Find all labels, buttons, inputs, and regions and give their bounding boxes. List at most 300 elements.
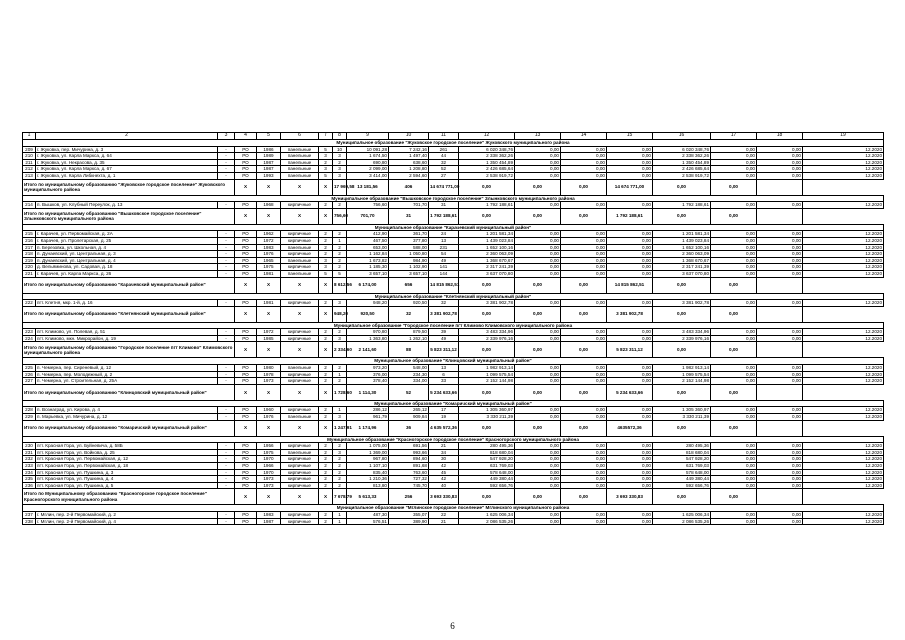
table-cell: 0,00	[607, 469, 653, 476]
table-cell: 1976	[257, 414, 281, 421]
table-cell: 0,00	[561, 172, 607, 179]
table-cell: 12.2020	[803, 365, 884, 372]
total-cell: 0,00	[711, 208, 757, 224]
table-cell: 2 426 685,64	[653, 166, 711, 173]
table-cell: 0,00	[515, 511, 561, 518]
table-cell: 3	[333, 166, 347, 173]
table-cell: 40	[429, 482, 459, 489]
table-cell: -	[218, 153, 235, 160]
table-cell: 894,60	[389, 456, 429, 463]
total-cell: 0,00	[711, 489, 757, 505]
table-cell: 0,00	[561, 159, 607, 166]
table-cell: панельные	[281, 270, 319, 277]
table-cell: 265,12	[389, 407, 429, 414]
table-row	[23, 476, 884, 483]
table-cell: 2	[319, 518, 333, 525]
table-cell: панельные	[281, 449, 319, 456]
table-cell: 0,00	[757, 463, 803, 470]
table-cell: РО	[235, 251, 257, 258]
table-cell: 2 086 535,26	[459, 518, 515, 525]
total-cell: 7 678,79	[333, 489, 347, 505]
table-cell: 2	[319, 449, 333, 456]
table-cell: 2 426 685,64	[459, 166, 515, 173]
total-cell: 0,00	[459, 342, 515, 358]
table-cell: -	[218, 482, 235, 489]
table-cell: 2	[333, 456, 347, 463]
table-cell: пгт. Красная Гора, ул. Пушкина, д. 4	[36, 476, 218, 483]
table-cell: 213	[23, 172, 36, 179]
table-cell: 0,00	[607, 172, 653, 179]
table-cell: РО	[235, 414, 257, 421]
table-cell: 1989	[257, 153, 281, 160]
table-cell: -	[218, 244, 235, 251]
table-cell: 0,00	[561, 456, 607, 463]
table-cell: РО	[235, 456, 257, 463]
table-cell: 220	[23, 264, 36, 271]
table-cell: 961,79	[347, 414, 389, 421]
total-row	[23, 384, 884, 400]
table-cell: 334,00	[389, 378, 429, 385]
total-cell: Х	[257, 384, 281, 400]
table-cell: 5	[319, 270, 333, 277]
municipality-title: Муниципальное образование "Комаричский муниципальный район"	[23, 400, 884, 407]
table-cell: 0,00	[607, 166, 653, 173]
table-cell: 1 439 023,84	[459, 237, 515, 244]
table-cell: 0,00	[561, 264, 607, 271]
table-cell: 0,00	[757, 365, 803, 372]
total-cell: 31	[389, 208, 429, 224]
table-cell: 1960	[257, 407, 281, 414]
table-cell: 0,00	[515, 469, 561, 476]
table-cell: 0,00	[607, 365, 653, 372]
table-cell: 0,00	[561, 407, 607, 414]
table-cell: 2	[319, 482, 333, 489]
table-cell: г. Карачев, ул. Пролетарская, д. 25	[36, 237, 218, 244]
municipality-row	[23, 358, 884, 365]
total-cell: Х	[319, 277, 333, 293]
total-cell: 1 728,60	[333, 384, 347, 400]
table-cell: РО	[235, 365, 257, 372]
total-label: Итого по муниципальному образованию "Карачевский муниципальный район"	[23, 277, 235, 293]
table-cell: кирпичные	[281, 482, 319, 489]
table-cell: 0,00	[757, 335, 803, 342]
table-cell: 237	[23, 511, 36, 518]
table-cell: 12.2020	[803, 476, 884, 483]
table-cell: 2	[319, 237, 333, 244]
total-cell	[757, 306, 803, 322]
table-cell: 0,00	[515, 365, 561, 372]
total-cell: Х	[319, 306, 333, 322]
table-cell: 215	[23, 231, 36, 238]
table-row	[23, 231, 884, 238]
table-cell: 1975	[257, 449, 281, 456]
table-cell: 0,00	[711, 476, 757, 483]
table-cell: кирпичные	[281, 251, 319, 258]
table-cell: 217	[23, 244, 36, 251]
column-header: 2	[36, 133, 218, 140]
table-cell: -	[218, 476, 235, 483]
table-cell: РО	[235, 146, 257, 153]
table-cell: 2 152 144,98	[653, 378, 711, 385]
table-cell: 2	[333, 378, 347, 385]
table-cell: 232	[23, 456, 36, 463]
table-cell: 0,00	[515, 482, 561, 489]
table-cell: 0,00	[757, 371, 803, 378]
table-cell: 2	[333, 365, 347, 372]
table-cell: г. Жуковка, ул. Некрасова, д. 35	[36, 159, 218, 166]
table-row	[23, 378, 884, 385]
table-cell: 0,00	[711, 371, 757, 378]
table-cell: 2	[333, 469, 347, 476]
table-cell: 6	[429, 371, 459, 378]
municipality-title: Муниципальное образование "Городское поселение пгт Климово Климовского муниципального района	[23, 322, 884, 329]
table-row	[23, 482, 884, 489]
total-cell: 0,00	[515, 384, 561, 400]
table-cell: 891,68	[389, 463, 429, 470]
total-cell: 4635572,36	[607, 420, 653, 436]
table-cell: 1956	[257, 443, 281, 450]
total-cell: Х	[281, 489, 319, 505]
table-cell: 487,30	[347, 511, 389, 518]
table-cell: 0,00	[607, 264, 653, 271]
table-cell: 286,12	[347, 407, 389, 414]
total-label: Итого по муниципальному образованию "Клетнянский муниципальный район"	[23, 306, 235, 322]
total-cell: Х	[257, 277, 281, 293]
table-cell: 0,00	[711, 329, 757, 336]
table-cell: 19	[429, 414, 459, 421]
table-cell: пгт. Красная Гора, ул. Пушкина, д. 3	[36, 469, 218, 476]
table-cell: 12.2020	[803, 407, 884, 414]
total-cell: Х	[235, 277, 257, 293]
table-cell: 234	[23, 469, 36, 476]
total-cell: 0,00	[561, 420, 607, 436]
table-cell: 210	[23, 153, 36, 160]
table-cell: 12.2020	[803, 300, 884, 307]
table-cell: 0,00	[711, 231, 757, 238]
table-cell: -	[218, 300, 235, 307]
total-cell: Х	[319, 342, 333, 358]
table-cell: 0,00	[757, 270, 803, 277]
table-cell: 1973	[257, 378, 281, 385]
table-cell: 12.2020	[803, 202, 884, 209]
table-cell: 548,00	[389, 365, 429, 372]
municipality-row	[23, 505, 884, 512]
total-cell: Х	[281, 384, 319, 400]
table-cell: 12.2020	[803, 443, 884, 450]
total-cell: 5 823 311,12	[607, 342, 653, 358]
table-cell: 12.2020	[803, 166, 884, 173]
table-cell: 1 625 006,34	[653, 511, 711, 518]
table-cell: 1	[333, 237, 347, 244]
table-cell: 0,00	[711, 166, 757, 173]
table-cell: 920,50	[389, 300, 429, 307]
total-cell: Х	[257, 208, 281, 224]
total-cell: 5 823 311,12	[429, 342, 459, 358]
municipality-row	[23, 436, 884, 443]
table-cell: 592 656,76	[459, 482, 515, 489]
table-cell: РО	[235, 463, 257, 470]
table-cell: -	[218, 202, 235, 209]
table-cell: РО	[235, 270, 257, 277]
table-cell: 467,50	[347, 237, 389, 244]
table-cell: РО	[235, 264, 257, 271]
table-cell: кирпичные	[281, 469, 319, 476]
table-cell: РО	[235, 244, 257, 251]
total-cell: 32	[389, 306, 429, 322]
table-body	[23, 133, 884, 525]
total-cell: 0,00	[459, 179, 515, 195]
table-cell: 21	[429, 443, 459, 450]
table-cell: 0,00	[757, 378, 803, 385]
total-cell: Х	[319, 179, 333, 195]
table-cell: 33	[429, 378, 459, 385]
table-cell: 44	[429, 153, 459, 160]
table-cell: 5	[333, 270, 347, 277]
table-cell: 1976	[257, 251, 281, 258]
table-cell: 1 305 360,97	[653, 407, 711, 414]
table-cell: 0,00	[607, 202, 653, 209]
total-cell: 0,00	[459, 420, 515, 436]
table-cell: 12.2020	[803, 371, 884, 378]
total-cell: 0,00	[653, 384, 711, 400]
table-cell: 2	[319, 469, 333, 476]
column-header: 13	[515, 133, 561, 140]
table-cell: 0,00	[757, 244, 803, 251]
table-cell: 1 162,84	[347, 251, 389, 258]
table-cell: 0,00	[607, 518, 653, 525]
table-cell: 1983	[257, 511, 281, 518]
table-cell: 2	[333, 202, 347, 209]
table-cell: 0,00	[607, 153, 653, 160]
table-cell: 0,00	[515, 476, 561, 483]
table-cell: РО	[235, 449, 257, 456]
table-cell: п. Чемерна, ул. Строительная, д. 25А	[36, 378, 218, 385]
table-cell: 13	[429, 237, 459, 244]
table-cell: 3 637 070,80	[459, 270, 515, 277]
table-cell: 0,00	[561, 237, 607, 244]
table-cell: 0,00	[711, 378, 757, 385]
table-cell: 6 020 348,76	[459, 146, 515, 153]
total-cell: 0,00	[515, 489, 561, 505]
table-cell: 3 330 211,39	[459, 414, 515, 421]
total-cell: Х	[235, 384, 257, 400]
table-cell: 2	[319, 407, 333, 414]
table-cell: 2 339 976,16	[653, 335, 711, 342]
table-cell: 376,00	[347, 371, 389, 378]
table-cell: 0,00	[711, 414, 757, 421]
table-cell: -	[218, 329, 235, 336]
table-row	[23, 146, 884, 153]
table-cell: 1965	[257, 257, 281, 264]
total-row	[23, 306, 884, 322]
table-cell: 3 657,10	[347, 270, 389, 277]
table-cell: 12.2020	[803, 456, 884, 463]
table-cell: панельные	[281, 244, 319, 251]
table-row	[23, 365, 884, 372]
table-cell: 212	[23, 166, 36, 173]
total-cell: Х	[281, 179, 319, 195]
table-cell: -	[218, 414, 235, 421]
table-cell: г. Мглин, пер. 2-й Первомайский, д. 2	[36, 511, 218, 518]
table-cell: пгт. Климово, мкн. Микрорайон, д. 19	[36, 335, 218, 342]
table-cell: -	[218, 335, 235, 342]
total-cell: 14 815 862,51	[607, 277, 653, 293]
total-cell: 13 181,56	[347, 179, 389, 195]
table-cell: 361,70	[389, 231, 429, 238]
municipality-title: Муниципальное образование "Красногорское городское поселение" Красногорского муниципального района	[23, 436, 884, 443]
table-cell: 2	[319, 231, 333, 238]
table-cell: 1	[333, 518, 347, 525]
table-cell: 0,00	[607, 443, 653, 450]
table-cell: 0,00	[757, 449, 803, 456]
table-cell: 813,80	[347, 482, 389, 489]
table-cell: панельные	[281, 172, 319, 179]
table-cell: 3	[319, 153, 333, 160]
table-cell: -	[218, 172, 235, 179]
table-cell: 1 208,80	[389, 166, 429, 173]
table-cell: 1962	[257, 231, 281, 238]
column-header: 3	[218, 133, 235, 140]
table-row	[23, 329, 884, 336]
total-cell: Х	[257, 420, 281, 436]
table-cell: панельные	[281, 166, 319, 173]
table-cell: 378,40	[347, 378, 389, 385]
table-cell: 225	[23, 365, 36, 372]
table-cell: 236	[23, 482, 36, 489]
table-cell: 1993	[257, 172, 281, 179]
table-cell: 3 657,10	[389, 270, 429, 277]
column-header: 5	[257, 133, 281, 140]
table-cell: 0,00	[607, 329, 653, 336]
table-cell: 3	[333, 335, 347, 342]
total-cell: 0,00	[711, 306, 757, 322]
table-cell: РО	[235, 257, 257, 264]
table-cell: -	[218, 270, 235, 277]
table-cell: РО	[235, 371, 257, 378]
total-cell: 1 174,96	[347, 420, 389, 436]
table-cell: 3	[319, 166, 333, 173]
table-cell: 2 594,60	[389, 172, 429, 179]
table-cell: 0,00	[757, 469, 803, 476]
table-cell: 0,00	[561, 378, 607, 385]
table-cell: 0,00	[561, 146, 607, 153]
table-cell: 0,00	[757, 329, 803, 336]
total-cell: 0,00	[515, 420, 561, 436]
table-cell: -	[218, 264, 235, 271]
table-cell: 221	[23, 270, 36, 277]
total-cell: 14 674 771,00	[429, 179, 459, 195]
table-cell: 0,00	[607, 335, 653, 342]
page-number: 6	[450, 621, 455, 631]
table-cell: 3	[333, 300, 347, 307]
table-cell: 1973	[257, 476, 281, 483]
table-cell: 1987	[257, 159, 281, 166]
table-cell: 1985	[257, 335, 281, 342]
table-cell: 0,00	[515, 172, 561, 179]
table-cell: 42	[429, 463, 459, 470]
column-header: 1	[23, 133, 36, 140]
table-cell: 1	[333, 371, 347, 378]
table-cell: 745,70	[389, 482, 429, 489]
table-cell: 377,80	[389, 237, 429, 244]
total-cell: 0,00	[515, 306, 561, 322]
table-cell: 0,00	[607, 414, 653, 421]
table-cell: кирпичные	[281, 335, 319, 342]
table-cell: 3 330 211,39	[653, 414, 711, 421]
table-cell: 1 050,80	[389, 251, 429, 258]
table-cell: 2	[319, 476, 333, 483]
table-row	[23, 456, 884, 463]
table-cell: 0,00	[561, 335, 607, 342]
table-cell: 2	[319, 456, 333, 463]
table-cell: 1978	[257, 371, 281, 378]
table-row	[23, 443, 884, 450]
table-cell: 0,00	[607, 146, 653, 153]
table-cell: 280 495,36	[459, 443, 515, 450]
table-cell: 0,00	[561, 511, 607, 518]
municipality-row	[23, 195, 884, 202]
column-header: 19	[803, 133, 884, 140]
table-cell: 1 201 581,34	[653, 231, 711, 238]
table-cell: панельные	[281, 153, 319, 160]
column-header: 10	[389, 133, 429, 140]
table-cell: 0,00	[515, 300, 561, 307]
total-cell: 36	[389, 420, 429, 436]
table-cell: 7 242,16	[389, 146, 429, 153]
table-cell: 0,00	[561, 476, 607, 483]
total-cell: 0,00	[515, 208, 561, 224]
table-cell: 449 380,44	[459, 476, 515, 483]
table-row	[23, 172, 884, 179]
table-cell: кирпичные	[281, 443, 319, 450]
total-cell: Х	[281, 277, 319, 293]
capital-repair-table	[22, 132, 883, 525]
total-cell: 0,00	[459, 306, 515, 322]
table-cell: 12.2020	[803, 518, 884, 525]
table-cell: 0,00	[515, 449, 561, 456]
table-cell: 1 497,40	[389, 153, 429, 160]
table-cell: 2	[319, 335, 333, 342]
total-cell: 0,00	[561, 489, 607, 505]
total-cell: 256	[389, 489, 429, 505]
municipality-title: Муниципальное образование "Клинцовский муниципальный район"	[23, 358, 884, 365]
table-cell: 0,00	[757, 159, 803, 166]
column-header: 7	[319, 133, 333, 140]
table-cell: 227	[23, 378, 36, 385]
table-cell: 1 201 581,34	[459, 231, 515, 238]
table-cell: -	[218, 378, 235, 385]
municipality-title: Муниципальное образование "Карачевский муниципальный район"	[23, 224, 884, 231]
table-row	[23, 202, 884, 209]
table-cell: 0,00	[711, 244, 757, 251]
table-cell: 3	[333, 172, 347, 179]
table-cell: 10 091,28	[347, 146, 389, 153]
table-cell: 0,00	[711, 469, 757, 476]
table-cell: 0,00	[711, 153, 757, 160]
total-cell: 0,00	[653, 179, 711, 195]
table-cell: 948,20	[347, 300, 389, 307]
table-cell: 0,00	[757, 146, 803, 153]
table-cell: 0,00	[515, 153, 561, 160]
municipality-row	[23, 322, 884, 329]
table-cell: 1 792 188,61	[459, 202, 515, 209]
table-cell: РО	[235, 476, 257, 483]
table-cell: 0,00	[711, 300, 757, 307]
total-cell: 0,00	[561, 208, 607, 224]
total-cell: 406	[389, 179, 429, 195]
table-cell: 1 363,80	[347, 335, 389, 342]
table-cell: 0,00	[515, 371, 561, 378]
